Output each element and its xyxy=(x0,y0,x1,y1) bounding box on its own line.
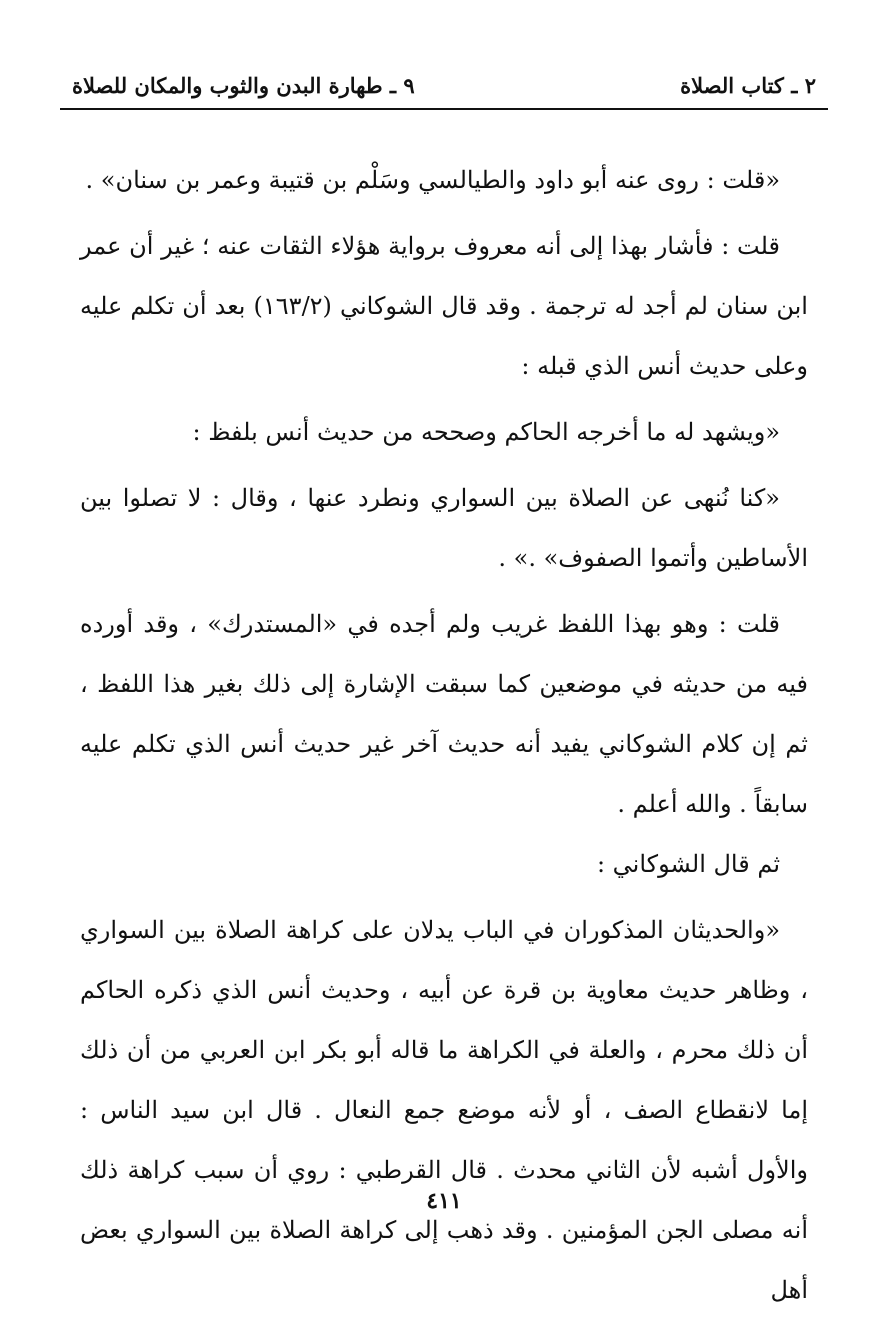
paragraph-3: «ويشهد له ما أخرجه الحاكم وصححه من حديث أنس بلفظ : xyxy=(192,418,780,446)
paragraph-5: قلت : وهو بهذا اللفظ غريب ولم أجده في «المستدرك» ، وقد أورده فيه من حديثه في موضعين كما سبقت الإشارة إلى ذلك بغير هذا اللفظ ، ثم إن كلام الشوكاني يفيد أنه حديث آخر غير حديث أنس الذي تكلم عليه سابقاً . والله أعلم . xyxy=(80,610,808,818)
paragraph-2: قلت : فأشار بهذا إلى أنه معروف برواية هؤلاء الثقات عنه ؛ غير أن عمر ابن سنان لم أجد له ترجمة . وقد قال الشوكاني (١٦٣/٢) بعد أن تكلم عليه وعلى حديث أنس الذي قبله : xyxy=(80,232,808,380)
running-header xyxy=(72,58,816,98)
paragraph-7: «والحديثان المذكوران في الباب يدلان على كراهة الصلاة بين السواري ، وظاهر حديث معاوية بن قرة عن أبيه ، وحديث أنس الذي ذكره الحاكم أن ذلك محرم ، والعلة في الكراهة ما قاله أبو بكر ابن العربي من أن ذلك إما لانقطاع الصف ، أو لأنه موضع جمع النعال . قال ابن سيد الناس : والأول أشبه لأن الثاني محدث . قال القرطبي : روي أن سبب كراهة ذلك أنه مصلى الجن المؤمنين . وقد ذهب إلى كراهة الصلاة بين السواري بعض أهل xyxy=(80,916,808,1304)
section-title: ٩ ـ طهارة البدن والثوب والمكان للصلاة xyxy=(72,73,415,98)
main-text xyxy=(80,150,808,1320)
chapter-title: ٢ ـ كتاب الصلاة xyxy=(680,73,816,98)
header-divider xyxy=(60,108,828,110)
paragraph-4: «كنا نُنهى عن الصلاة بين السواري ونطرد عنها ، وقال : لا تصلوا بين الأساطين وأتموا الصفوف» .» . xyxy=(80,484,808,572)
paragraph-6: ثم قال الشوكاني : xyxy=(596,850,780,878)
page-number: ٤١١ xyxy=(426,1188,462,1214)
paragraph-1: «قلت : روى عنه أبو داود والطيالسي وسَلْم بن قتيبة وعمر بن سنان» . xyxy=(85,166,780,194)
